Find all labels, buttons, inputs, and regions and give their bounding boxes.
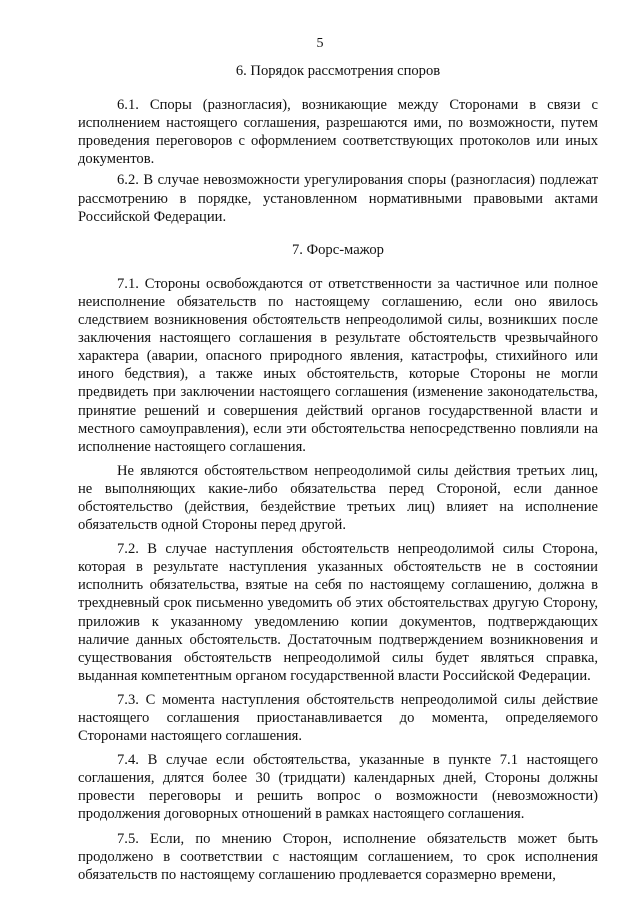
paragraph-7-1: 7.1. Стороны освобождаются от ответственности за частичное или полное неисполнение обязательств по настоящему соглашению, если оно явилось следствием возникновения обстоятельств непреодолимой силы, возникших после заключения настоящего соглашения в результате обстоятельств чрезвычайного характера (аварии, опасного природного явления, катастрофы, стихийного или иного бедствия), а также иных обстоятельств, которые Стороны не могли предвидеть при заключении настоящего соглашения (изменение законодательства, принятие решений и совершения действий органов государственной власти и местного самоуправления), если эти обстоятельства непосредственно повлияли на исполнение настоящего соглашения. (78, 275, 598, 455)
paragraph-7-4: 7.4. В случае если обстоятельства, указанные в пункте 7.1 настоящего соглашения, длятся более 30 (тридцати) календарных дней, Стороны должны провести переговоры и решить вопрос о возможности (невозможности) продолжения договорных отношений в рамках настоящего соглашения. (78, 752, 598, 823)
paragraph-7-1-note: Не являются обстоятельством непреодолимой силы действия третьих лиц, не выполняющих какие-либо обязательства перед Стороной, если данное обстоятельство (действия, бездействие третьих лиц) влияет на исполнение обязательств одной Стороны перед другой. (78, 462, 598, 534)
paragraph-7-3: 7.3. С момента наступления обстоятельств непреодолимой силы действие настоящего соглашения приостанавливается до момента, определяемого Сторонами настоящего соглашения. (78, 691, 598, 745)
paragraph-6-1: 6.1. Споры (разногласия), возникающие между Сторонами в связи с исполнением настоящего соглашения, разрешаются ими, по возможности, путем проведения переговоров с оформлением соответствующих протоколов или иных документов. (78, 97, 598, 168)
section-6-heading: 6. Порядок рассмотрения споров (235, 63, 441, 79)
page-number: 5 (316, 36, 324, 51)
paragraph-7-2: 7.2. В случае наступления обстоятельств непреодолимой силы Сторона, которая в результате наступления указанных обстоятельств не в состоянии исполнить обязательства, взятые на себя по настоящему соглашению, должна в трехдневный срок письменно уведомить об этих обстоятельствах другую Сторону, приложив к указанному уведомлению копии документов, подтверждающих наличие данных обстоятельств. Достаточным подтверждением возникновения и существования обстоятельств непреодолимой силы будет являться справка, выданная компетентным органом государственной власти Российской Федерации. (78, 541, 598, 684)
paragraph-6-2: 6.2. В случае невозможности урегулирования споры (разногласия) подлежат рассмотрению в порядке, установленном нормативными правовыми актами Российской Федерации. (78, 172, 598, 225)
document-body (78, 62, 598, 884)
section-7-heading: 7. Форс-мажор (292, 241, 384, 258)
paragraph-7-5: 7.5. Если, по мнению Сторон, исполнение обязательств может быть продолжено в соответствии с настоящим соглашением, то срок исполнения обязательств по настоящему соглашению продлевается соразмерно времени, (78, 830, 598, 883)
